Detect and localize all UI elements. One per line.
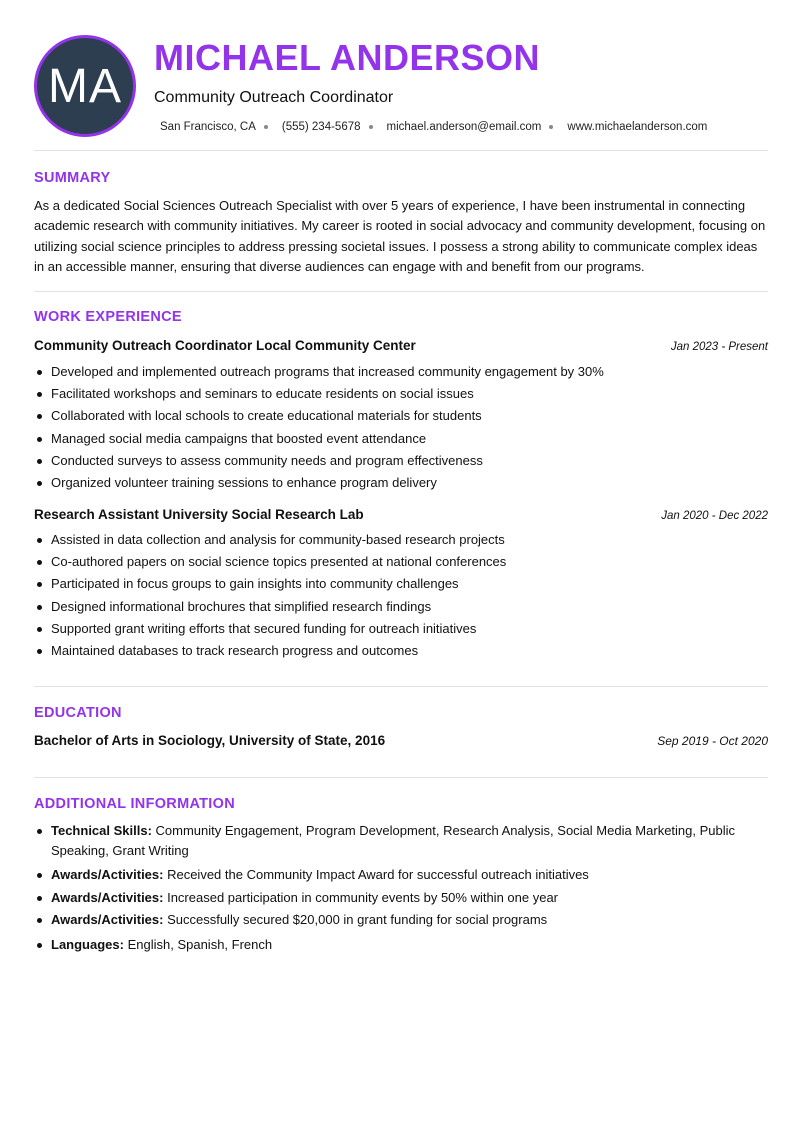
- additional-list: [34, 821, 768, 959]
- list-item: Maintained databases to track research progress and outcomes: [34, 640, 768, 662]
- contact-location: San Francisco, CA: [160, 121, 256, 133]
- experience-heading: WORK EXPERIENCE: [34, 309, 182, 325]
- candidate-role: Community Outreach Coordinator: [154, 89, 394, 106]
- job-header: [34, 338, 768, 356]
- job-header: [34, 507, 768, 525]
- contact-line: [160, 121, 707, 133]
- item-label: Technical Skills:: [51, 823, 152, 838]
- summary-heading: SUMMARY: [34, 170, 111, 186]
- additional-heading: ADDITIONAL INFORMATION: [34, 796, 235, 812]
- list-item: Facilitated workshops and seminars to educate residents on social issues: [34, 383, 768, 405]
- divider: [34, 777, 768, 778]
- item-label: Languages:: [51, 936, 124, 952]
- job-dates: Jan 2023 - Present: [670, 341, 768, 353]
- list-item: Supported grant writing efforts that secured funding for outreach initiatives: [34, 618, 768, 640]
- list-item: Co-authored papers on social science topics presented at national conferences: [34, 551, 768, 573]
- list-item: [34, 888, 768, 908]
- list-item: [34, 821, 768, 860]
- list-item: Developed and implemented outreach programs that increased community engagement by 30%: [34, 361, 768, 383]
- separator-dot: [369, 125, 373, 129]
- list-item: Organized volunteer training sessions to enhance program delivery: [34, 472, 768, 494]
- divider: [34, 150, 768, 151]
- job-bullets: [34, 361, 768, 494]
- education-dates: Sep 2019 - Oct 2020: [657, 734, 768, 748]
- item-text: English, Spanish, French: [123, 936, 273, 952]
- item-label: Awards/Activities:: [51, 889, 164, 905]
- job-title: Research Assistant University Social Research Lab: [34, 507, 364, 522]
- list-item: Managed social media campaigns that boosted event attendance: [34, 428, 768, 450]
- list-item: Assisted in data collection and analysis for community-based research projects: [34, 529, 768, 551]
- separator-dot: [264, 125, 268, 129]
- job-title: Community Outreach Coordinator Local Community Center: [34, 338, 416, 353]
- education-heading: EDUCATION: [34, 705, 122, 721]
- list-item: [34, 935, 768, 955]
- separator-dot: [549, 125, 553, 129]
- list-item: [34, 910, 768, 930]
- list-item: Conducted surveys to assess community needs and program effectiveness: [34, 450, 768, 472]
- summary-text: As a dedicated Social Sciences Outreach Specialist with over 5 years of experience, I have been instrumental in connecting academic research with community initiatives. My career is rooted in social advocacy and community development, focusing on utilizing social science principles to address pressing societal issues. I possess a strong ability to communicate complex ideas in an accessible manner, ensuring that diverse audiences can engage with and benefit from our programs.: [34, 198, 766, 274]
- list-item: Collaborated with local schools to create educational materials for students: [34, 405, 768, 427]
- item-text: Received the Community Impact Award for successful outreach initiatives: [163, 867, 589, 882]
- item-text: Community Engagement, Program Development, Research Analysis, Social Media Marketing, Public Speaking, Grant Writing: [51, 823, 736, 858]
- avatar: [34, 35, 136, 137]
- item-label: Awards/Activities:: [51, 912, 164, 927]
- item-text: Successfully secured $20,000 in grant funding for social programs: [163, 912, 548, 927]
- divider: [34, 291, 768, 292]
- list-item: [34, 865, 768, 885]
- item-text: Increased participation in community events by 50% within one year: [163, 889, 559, 905]
- divider: [34, 686, 768, 687]
- contact-phone: (555) 234-5678: [281, 121, 361, 133]
- job-bullets: [34, 529, 768, 662]
- candidate-name: MICHAEL ANDERSON: [154, 37, 541, 78]
- list-item: Participated in focus groups to gain insights into community challenges: [34, 573, 768, 595]
- contact-email[interactable]: michael.anderson@email.com: [386, 121, 542, 133]
- contact-website[interactable]: www.michaelanderson.com: [567, 121, 708, 133]
- avatar-initials: MA: [48, 59, 122, 113]
- list-item: Designed informational brochures that simplified research findings: [34, 596, 768, 618]
- education-entry: [34, 733, 768, 748]
- job-dates: Jan 2020 - Dec 2022: [661, 510, 768, 522]
- item-label: Awards/Activities:: [51, 867, 164, 882]
- education-degree: Bachelor of Arts in Sociology, University of State, 2016: [34, 733, 386, 748]
- resume-header: [34, 35, 768, 137]
